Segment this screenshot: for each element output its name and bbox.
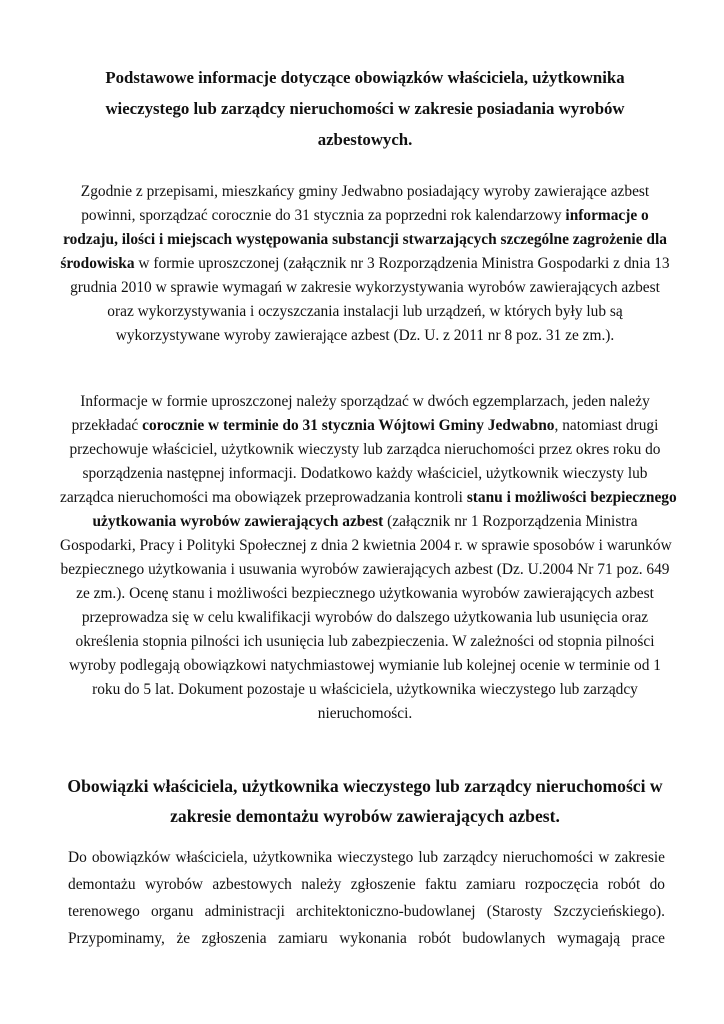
text-line [60, 180, 670, 204]
text-segment: wyroby podlegają obowiązkowi natychmiastowej wymianie lub kolejnej ocenie w terminie od 1 [69, 657, 661, 674]
text-line [60, 558, 670, 582]
paragraph-annual-information [60, 180, 670, 348]
bold-text: informacje o [565, 207, 649, 224]
text-segment: terenowego organu administracji architektoniczno-budowlanej (Starosty Szczycieńskiego). [68, 903, 665, 920]
text-line [60, 771, 670, 801]
text-segment: ze zm.). Ocenę stanu i możliwości bezpiecznego użytkowania wyrobów zawierających azbest [76, 585, 654, 602]
text-line [60, 702, 670, 726]
text-line [60, 93, 670, 124]
text-line [60, 204, 670, 228]
bold-text: użytkowania wyrobów zawierających azbest [92, 513, 384, 530]
bold-text: środowiska [60, 255, 135, 272]
text-segment: Zgodnie z przepisami, mieszkańcy gminy Jedwabno posiadający wyroby zawierające azbest [80, 183, 650, 200]
text-line [60, 654, 670, 678]
text-segment: Informacje w formie uproszczonej należy sporządzać w dwóch egzemplarzach, jeden należy [80, 393, 650, 410]
text-segment: (załącznik nr 1 Rozporządzenia Ministra [383, 513, 638, 530]
text-segment: sporządzenia następnej informacji. Dodatkowo każdy właściciel, użytkownik wieczysty lub [82, 465, 648, 482]
section-heading-dismantling [60, 771, 670, 831]
text-segment: Obowiązki właściciela, użytkownika wieczystego lub zarządcy nieruchomości w [67, 776, 663, 796]
text-segment: Podstawowe informacje dotyczące obowiązków właściciela, użytkownika [105, 68, 625, 87]
text-segment: przeprowadza się w celu kwalifikacji wyrobów do dalszego użytkowania lub usunięcia oraz [81, 609, 649, 626]
text-line [60, 124, 670, 155]
text-segment: azbestowych. [317, 130, 413, 149]
paragraph-dismantling-obligations [68, 844, 665, 952]
text-line [60, 678, 670, 702]
text-line [60, 486, 677, 510]
text-line [60, 62, 670, 93]
text-line [60, 276, 670, 300]
text-segment: , natomiast drugi [554, 417, 659, 434]
text-line [60, 438, 670, 462]
text-line [68, 898, 665, 925]
text-segment: powinni, sporządzać corocznie do 31 stycznia za poprzedni rok kalendarzowy [81, 207, 566, 224]
text-line [68, 925, 665, 952]
paragraph-copies-and-inspection [60, 390, 677, 726]
bold-text: corocznie w terminie do 31 stycznia Wójtowi Gminy Jedwabno [142, 417, 555, 434]
text-line [60, 252, 670, 276]
text-line [60, 300, 670, 324]
text-segment: Przypominamy, że zgłoszenia zamiaru wykonania robót budowlanych wymagają prace [68, 930, 665, 947]
text-segment: bezpiecznego użytkowania i usuwania wyrobów zawierających azbest (Dz. U.2004 Nr 71 poz. 649 [60, 561, 670, 578]
text-line [60, 324, 670, 348]
text-line [60, 582, 670, 606]
text-line [60, 801, 670, 831]
text-segment: roku do 5 lat. Dokument pozostaje u właściciela, użytkownika wieczystego lub zarządcy [92, 681, 638, 698]
text-segment: oraz wykorzystywania i oczyszczania instalacji lub urządzeń, w których były lub są [107, 303, 623, 320]
text-segment: przechowuje właściciel, użytkownik wieczysty lub zarządca nieruchomości przez okres roku do [69, 441, 661, 458]
text-segment: nieruchomości. [317, 705, 413, 722]
text-line [68, 871, 665, 898]
text-line [60, 228, 670, 252]
text-line [60, 510, 670, 534]
text-line [60, 414, 670, 438]
text-line [60, 390, 670, 414]
text-line [60, 630, 670, 654]
text-segment: grudnia 2010 w sprawie wymagań w zakresie wykorzystywania wyrobów zawierających azbest [70, 279, 660, 296]
bold-text: rodzaju, ilości i miejscach występowania substancji stwarzających szczególne zagrożenie dla [63, 231, 667, 248]
document-title [60, 62, 670, 155]
text-segment: demontażu wyrobów azbestowych należy zgłoszenie faktu zamiaru rozpoczęcia robót do [68, 876, 665, 893]
text-segment: zakresie demontażu wyrobów zawierających azbest. [170, 806, 560, 826]
text-line [68, 844, 665, 871]
text-segment: zarządca nieruchomości ma obowiązek przeprowadzania kontroli [60, 489, 467, 506]
text-segment: określenia stopnia pilności ich usunięcia lub zabezpieczenia. W zależności od stopnia pilności [75, 633, 655, 650]
text-segment: przekładać [71, 417, 143, 434]
text-segment: Do obowiązków właściciela, użytkownika wieczystego lub zarządcy nieruchomości w zakresie [68, 849, 665, 866]
text-segment: wykorzystywane wyroby zawierające azbest (Dz. U. z 2011 nr 8 poz. 31 ze zm.). [115, 327, 615, 344]
text-segment: wieczystego lub zarządcy nieruchomości w zakresie posiadania wyrobów [105, 99, 625, 118]
text-line [60, 606, 670, 630]
text-segment: w formie uproszczonej (załącznik nr 3 Rozporządzenia Ministra Gospodarki z dnia 13 [134, 255, 670, 272]
text-segment: Gospodarki, Pracy i Polityki Społecznej z dnia 2 kwietnia 2004 r. w sprawie sposobów i warunków [60, 537, 672, 554]
text-line [60, 534, 670, 558]
bold-text: stanu i możliwości bezpiecznego [466, 489, 677, 506]
text-line [60, 462, 670, 486]
